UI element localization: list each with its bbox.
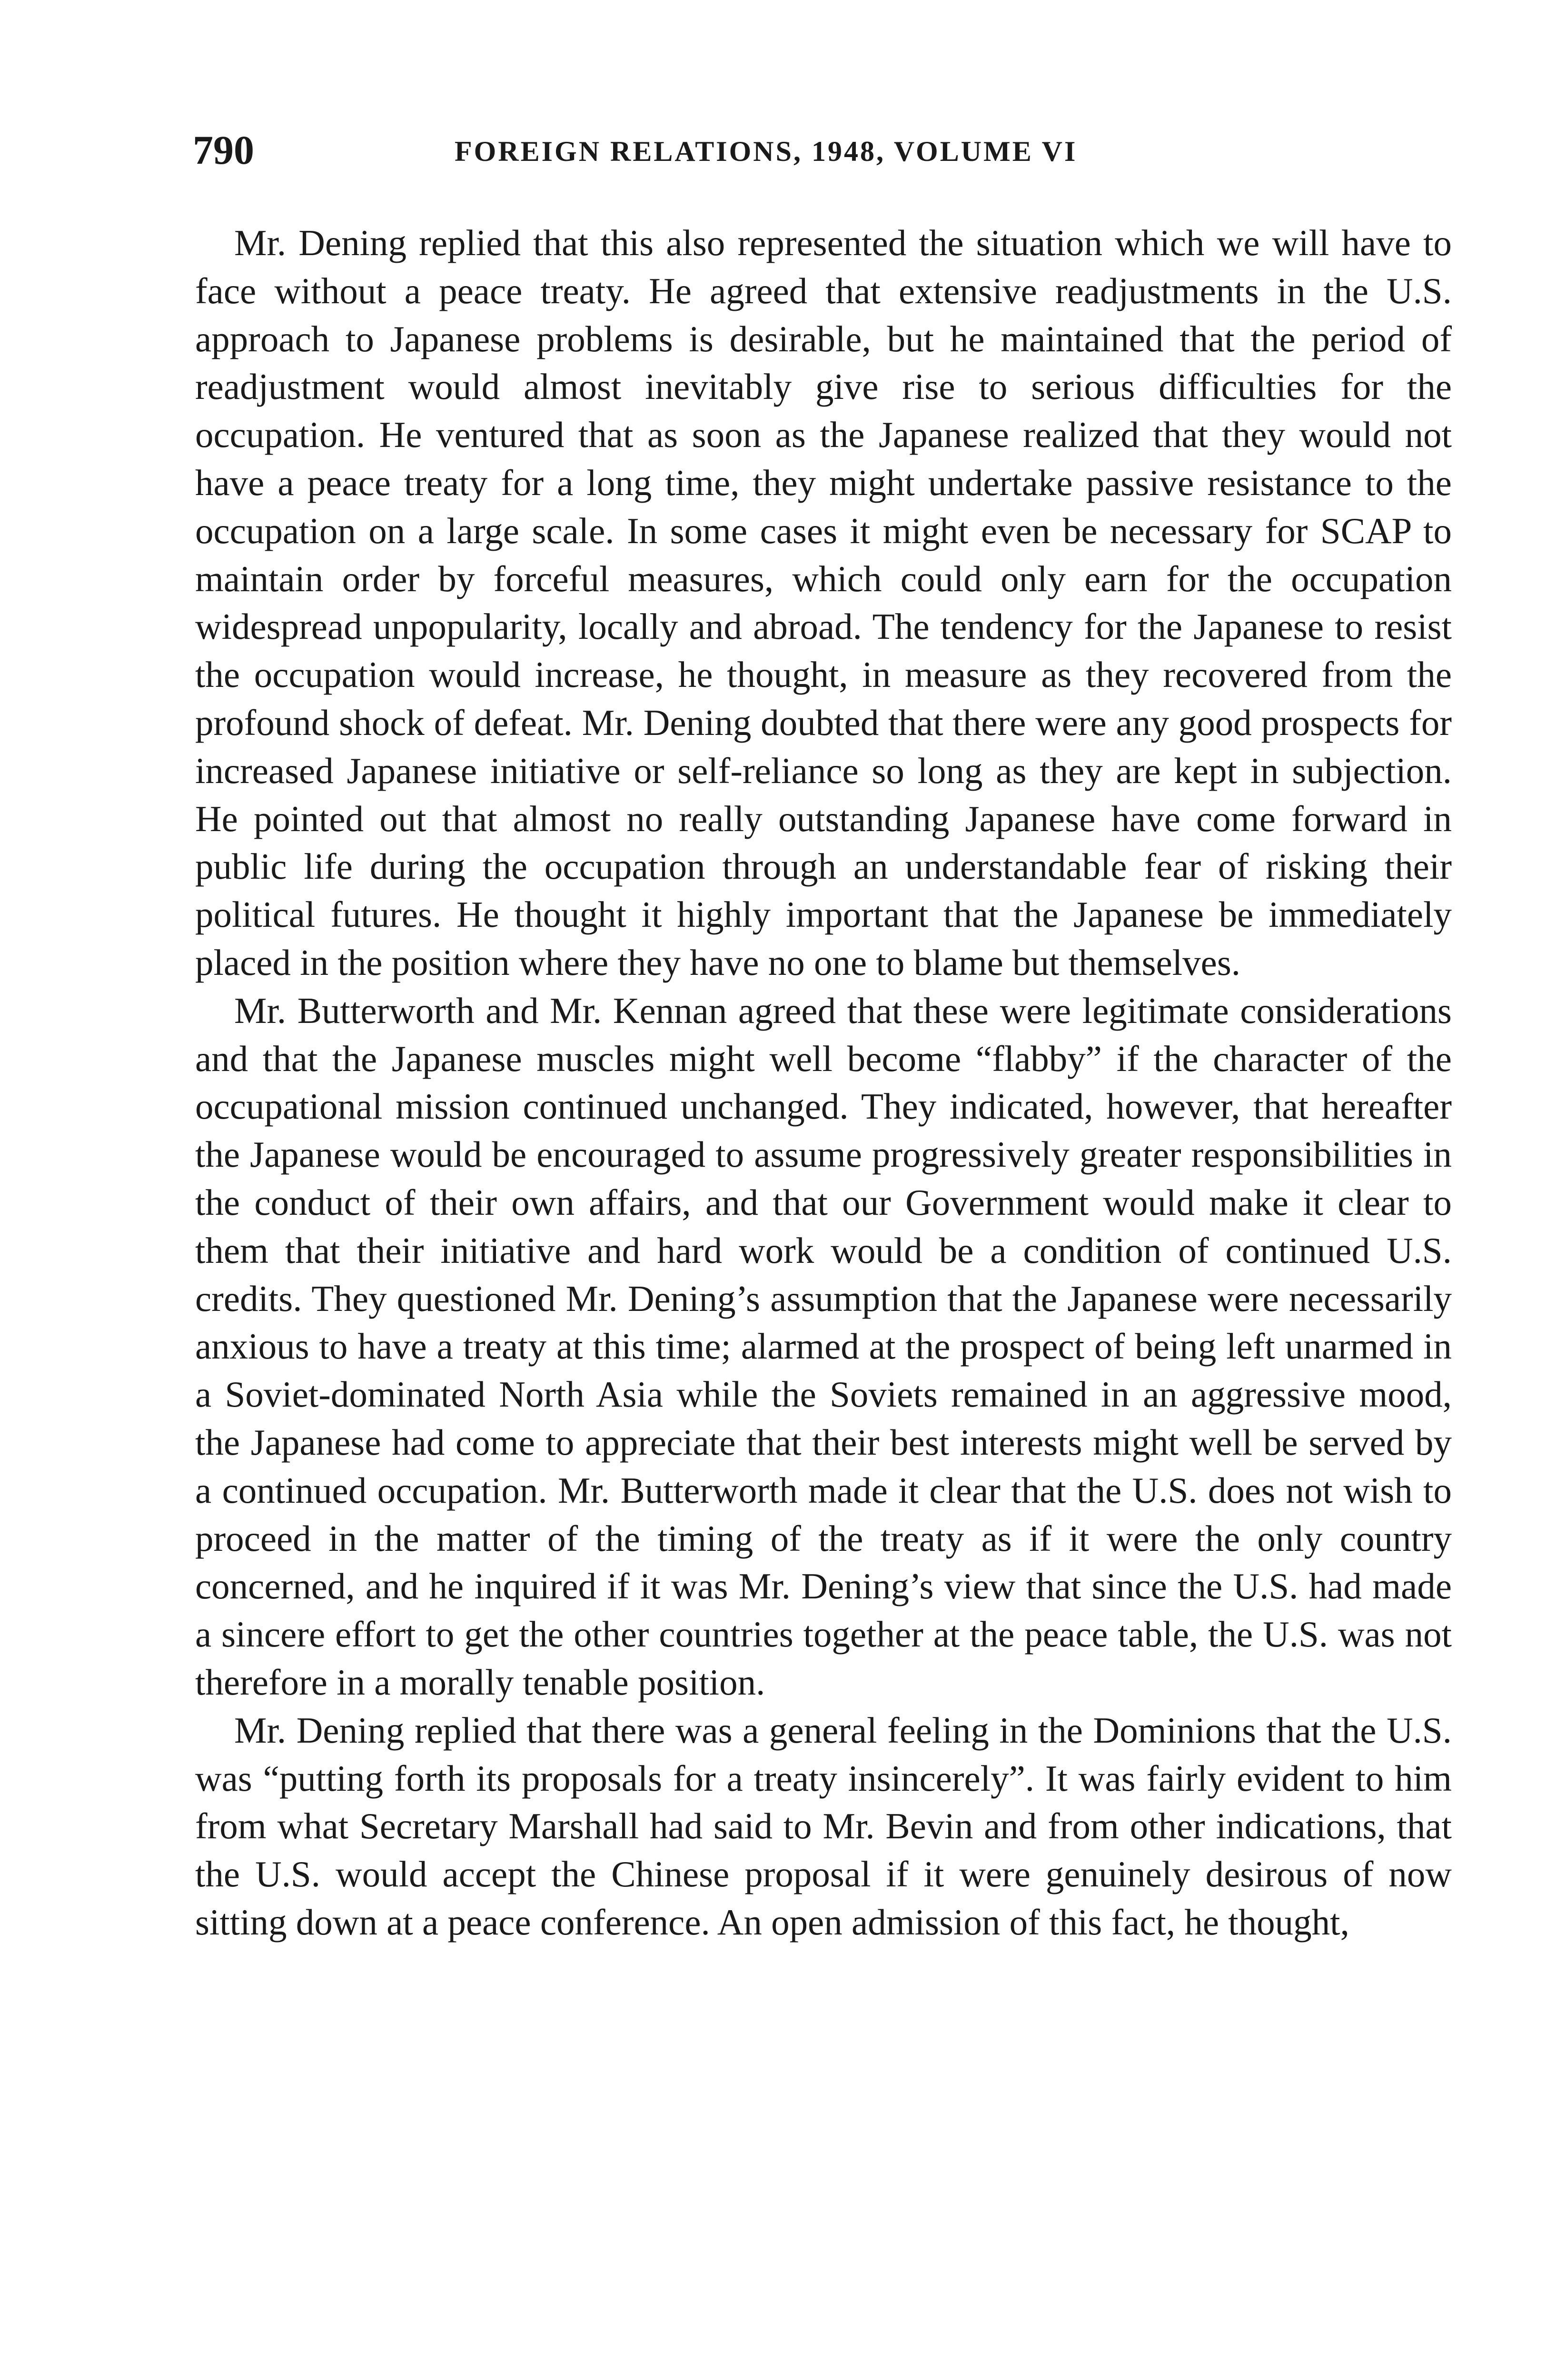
page-number: 790: [193, 127, 254, 173]
paragraph-2: Mr. Butterworth and Mr. Kennan agreed that these were legitimate considerations and that the Japanese muscles might well become “flabby” if the character of the occupational mission continued unchanged. They indicated, however, that hereafter the Japanese would be encouraged to assume progressively greater responsibilities in the conduct of their own affairs, and that our Government would make it clear to them that their initiative and hard work would be a condition of continued U.S. credits. They questioned Mr. Dening’s assumption that the Japanese were necessarily anxious to have a treaty at this time; alarmed at the prospect of being left unarmed in a Soviet-dominated North Asia while the Soviets remained in an aggressive mood, the Japanese had come to appreciate that their best interests might well be served by a continued occupation. Mr. Butterworth made it clear that the U.S. does not wish to proceed in the matter of the timing of the treaty as if it were the only country concerned, and he inquired if it was Mr. Dening’s view that since the U.S. had made a sincere effort to get the other countries together at the peace table, the U.S. was not therefore in a morally tenable position.: [195, 990, 1452, 1703]
body-text: [195, 219, 1452, 1946]
paragraph-1: Mr. Dening replied that this also represented the situation which we will have to face without a peace treaty. He agreed that extensive readjustments in the U.S. approach to Japanese problems is desirable, but he maintained that the period of readjustment would almost inevitably give rise to serious difficulties for the occupation. He ventured that as soon as the Japanese realized that they would not have a peace treaty for a long time, they might undertake passive resistance to the occupation on a large scale. In some cases it might even be necessary for SCAP to maintain order by forceful measures, which could only earn for the occupation widespread unpopularity, locally and abroad. The tendency for the Japanese to resist the occupation would increase, he thought, in measure as they recovered from the profound shock of defeat. Mr. Dening doubted that there were any good prospects for increased Japanese initiative or self-reliance so long as they are kept in subjection. He pointed out that almost no really outstanding Japanese have come forward in public life during the occupation through an understandable fear of risking their political futures. He thought it highly important that the Japanese be immediately placed in the position where they have no one to blame but themselves.: [195, 222, 1452, 983]
running-head: [193, 124, 1449, 176]
paragraph-3: Mr. Dening replied that there was a general feeling in the Dominions that the U.S. was “putting forth its proposals for a treaty insincerely”. It was fairly evident to him from what Secretary Marshall had said to Mr. Bevin and from other indications, that the U.S. would accept the Chinese proposal if it were genuinely desirous of now sitting down at a peace conference. An open admission of this fact, he thought,: [195, 1709, 1452, 1943]
running-title: FOREIGN RELATIONS, 1948, VOLUME VI: [455, 136, 1078, 167]
